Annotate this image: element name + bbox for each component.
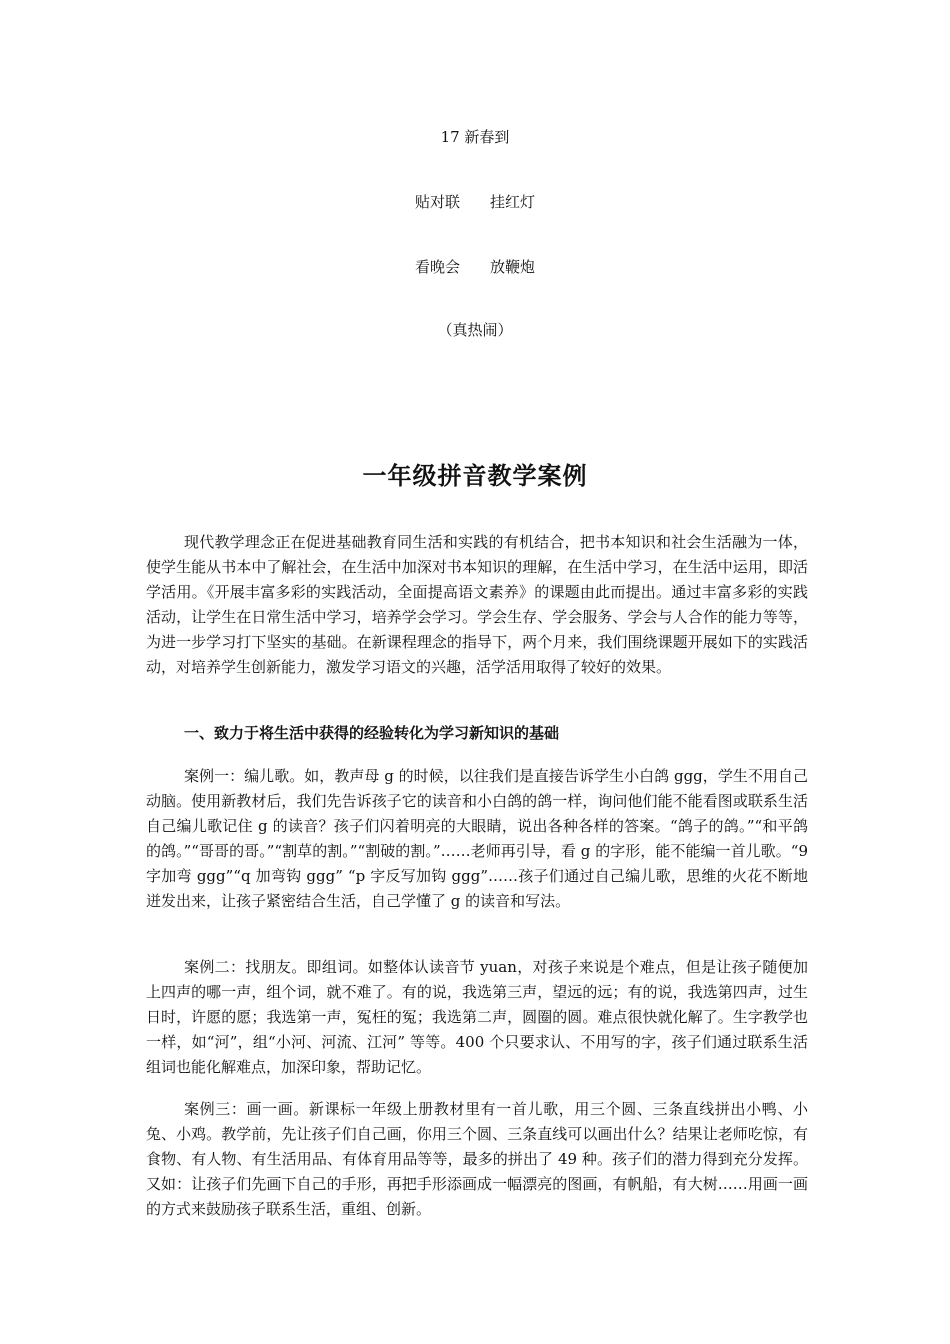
article-title: 一年级拼音教学案例: [362, 462, 588, 490]
case-three-paragraph: 案例三：画一画。新课标一年级上册教材里有一首儿歌，用三个圆、三条直线拼出小鸭、小兔、小鸡。教学前，先让孩子们自己画，你用三个圆、三条直线可以画出什么？结果让老师吃惊，有食物、有人物、有生活用品、有体育用品等等，最多的拼出了 49 种。孩子们的潜力得到充分发挥。又如：让孩子们先画下自己的手形，再把手形添画成一幅漂亮的图画，有帆船，有大树……用画一画的方式来鼓励孩子联系生活，重组、创新。: [146, 1100, 808, 1218]
case-one-paragraph: 案例一：编儿歌。如，教声母 g 的时候，以往我们是直接告诉学生小白鸽 ggg，学生不用自己动脑。使用新教材后，我们先告诉孩子它的读音和小白鸽的鸽一样，询问他们能不能看图或联系生活自己编儿歌记住 g 的读音？孩子们闪着明亮的大眼睛，说出各种各样的答案。“鸽子的鸽。”“和平鸽的鸽。”“哥哥的哥。”“割草的割。”“割破的割。”……老师再引导，看 g 的字形，能不能编一首儿歌。“9 字加弯 ggg”“q 加弯钩 ggg” “p 字反写加钩 ggg”……孩子们通过自己编儿歌，思维的火花不断地迸发出来，让孩子紧密结合生活，自己学懂了 g 的读音和写法。: [146, 767, 808, 910]
poem-line-1: 贴对联 挂红灯: [414, 193, 535, 211]
intro-paragraph: 现代教学理念正在促进基础教育同生活和实践的有机结合，把书本知识和社会生活融为一体，使学生能从书本中了解社会，在生活中加深对书本知识的理解，在生活中学习，在生活中运用，即活学活用。《开展丰富多彩的实践活动，全面提高语文素养》的课题由此而提出。通过丰富多彩的实践活动，让学生在日常生活中学习，培养学会学习。学会生存、学会服务、学会与人合作的能力等等，为进一步学习打下坚实的基础。在新课程理念的指导下，两个月来，我们围绕课题开展如下的实践活动，对培养学生创新能力，激发学习语文的兴趣，活学活用取得了较好的效果。: [146, 533, 808, 676]
case-two-paragraph: 案例二：找朋友。即组词。如整体认读音节 yuan，对孩子来说是个难点，但是让孩子随便加上四声的哪一声，组个词，就不难了。有的说，我选第三声，望远的远；有的说，我选第四声，过生日时，许愿的愿；我选第一声，冤枉的冤；我选第二声，圆圈的圆。难点很快就化解了。生字教学也一样，如“河”，组“小河、河流、江河” 等等。400 个只要求认、不用写的字，孩子们通过联系生活组词也能化解难点，加深印象，帮助记忆。: [146, 958, 808, 1076]
section-heading: 一、致力于将生活中获得的经验转化为学习新知识的基础: [184, 724, 560, 742]
poem-title: 17 新春到: [440, 128, 510, 146]
poem-line-2: 看晚会 放鞭炮: [414, 258, 535, 276]
poem-line-3: （真热闹）: [437, 321, 513, 339]
